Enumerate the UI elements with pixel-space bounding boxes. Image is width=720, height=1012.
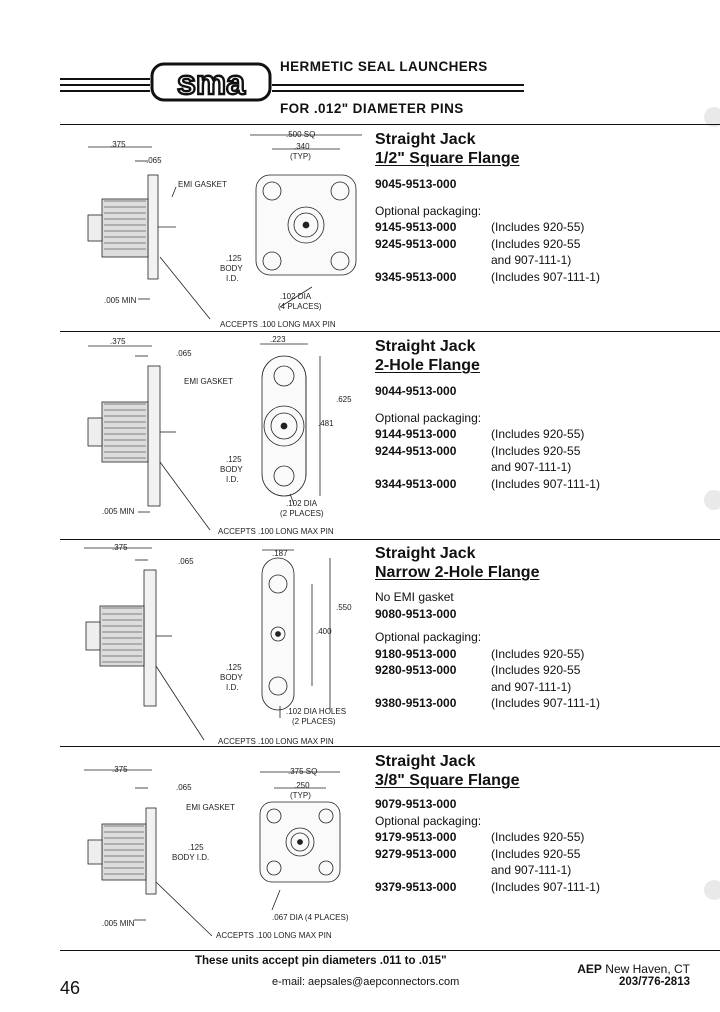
section-2-text <box>375 337 675 492</box>
dim-375: .375 <box>110 140 126 149</box>
section-divider <box>60 331 720 332</box>
min-dim: .005 MIN <box>102 919 135 928</box>
option-note <box>491 662 580 695</box>
dim-065: .065 <box>176 783 192 792</box>
option-note: (Includes 907-111-1) <box>491 879 600 894</box>
option-part: 9279-9513-000 <box>375 846 457 861</box>
header-rule-2 <box>60 84 150 86</box>
body-id-label: I.D. <box>226 475 239 484</box>
square-dim: .500 SQ <box>286 130 316 139</box>
option-note <box>491 443 580 476</box>
drawing-section-2 <box>80 334 372 538</box>
body-id-label: I.D. <box>226 274 239 283</box>
option-note-line: and 907-111-1) <box>491 253 572 267</box>
title-line-1: Straight Jack <box>375 338 476 355</box>
dia-places: (2 PLACES) <box>292 717 336 726</box>
binder-hole-middle <box>704 490 720 510</box>
section-divider <box>60 746 720 747</box>
section-divider <box>60 539 720 540</box>
option-row <box>375 236 675 269</box>
section-4-text <box>375 752 675 895</box>
option-part: 9379-9513-000 <box>375 879 457 894</box>
typ-dim: .340 <box>294 142 310 151</box>
height-dim: .625 <box>336 395 352 404</box>
drawing-section-4 <box>80 750 372 948</box>
option-part: 9179-9513-000 <box>375 830 457 844</box>
title-line-2: 2-Hole Flange <box>375 357 480 374</box>
option-note-line: and 907-111-1) <box>491 460 572 474</box>
part-number: 9080-9513-000 <box>375 606 457 621</box>
option-row <box>375 426 675 443</box>
section-title <box>375 752 675 790</box>
section-3-text <box>375 544 675 712</box>
typ-label: (TYP) <box>290 152 311 161</box>
option-note: (Includes 920-55) <box>491 220 585 234</box>
binder-hole-bottom <box>704 880 720 900</box>
dia-dim: .102 DIA <box>280 292 312 301</box>
option-note-line: and 907-111-1) <box>491 679 572 694</box>
option-note: (Includes 907-111-1) <box>491 696 600 710</box>
title-line-1: Straight Jack <box>375 545 476 562</box>
option-note <box>491 846 580 879</box>
dim-065: .065 <box>146 156 162 165</box>
header-title: HERMETIC SEAL LAUNCHERS <box>280 59 488 74</box>
typ-label: (TYP) <box>290 791 311 800</box>
part-number: 9044-9513-000 <box>375 384 457 398</box>
option-part: 9245-9513-000 <box>375 236 457 251</box>
optional-label: Optional packaging: <box>375 410 482 425</box>
dim-065: .065 <box>176 349 192 358</box>
option-note: (Includes 907-111-1) <box>491 269 600 284</box>
dim-065: .065 <box>178 557 194 566</box>
emi-gasket-label: EMI GASKET <box>178 180 227 189</box>
part-number: 9045-9513-000 <box>375 177 457 191</box>
option-row <box>375 829 675 846</box>
width-dim: .187 <box>272 549 288 558</box>
accepts-note: ACCEPTS .100 LONG MAX PIN <box>216 931 332 940</box>
hole-spacing-dim: .481 <box>318 419 334 428</box>
min-dim: .005 MIN <box>104 296 137 305</box>
section-title <box>375 544 675 582</box>
optional-label: Optional packaging: <box>375 813 482 828</box>
emi-gasket-label: EMI GASKET <box>184 377 233 386</box>
dim-375: .375 <box>112 543 128 552</box>
header-rule-1 <box>60 78 150 80</box>
dim-375: .375 <box>112 765 128 774</box>
option-part: 9280-9513-000 <box>375 663 457 677</box>
option-row <box>375 846 675 879</box>
drawing-section-3 <box>80 542 372 746</box>
footer-rule <box>60 950 720 951</box>
part-number: 9079-9513-000 <box>375 797 457 811</box>
typ-dim: .250 <box>294 781 310 790</box>
option-part: 9345-9513-000 <box>375 269 457 284</box>
option-note: (Includes 907-111-1) <box>491 476 600 491</box>
body-label: BODY <box>220 264 243 273</box>
dia-dim: .102 DIA <box>286 499 318 508</box>
option-row <box>375 443 675 476</box>
option-part: 9344-9513-000 <box>375 476 457 491</box>
option-note-line: (Includes 920-55 <box>491 443 581 458</box>
no-gasket-note: No EMI gasket <box>375 590 454 604</box>
footer-address <box>560 962 690 988</box>
section-title <box>375 337 675 375</box>
body-dim: .125 <box>226 254 242 263</box>
header-rule-4 <box>272 84 524 86</box>
option-row <box>375 219 675 236</box>
emi-gasket-label: EMI GASKET <box>186 803 235 812</box>
min-dim: .005 MIN <box>102 507 135 516</box>
option-note-line: and 907-111-1) <box>491 863 572 877</box>
option-note: (Includes 920-55) <box>491 427 585 441</box>
page-number: 46 <box>60 978 81 998</box>
accepts-note: ACCEPTS .100 LONG MAX PIN <box>218 737 334 746</box>
dia-dim: .102 DIA HOLES <box>286 707 347 716</box>
body-dim: .125 <box>226 663 242 672</box>
footer-email: e-mail: aepsales@aepconnectors.com <box>272 976 460 988</box>
header-rule-5 <box>272 90 524 92</box>
title-line-2: 1/2" Square Flange <box>375 150 520 167</box>
company-name: AEP <box>577 962 602 976</box>
dim-375: .375 <box>110 337 126 346</box>
optional-label: Optional packaging: <box>375 630 482 644</box>
accepts-note: ACCEPTS .100 LONG MAX PIN <box>218 527 334 536</box>
dia-dim: .067 DIA (4 PLACES) <box>272 913 349 922</box>
company-phone: 203/776-2813 <box>619 976 690 988</box>
sma-logo <box>150 58 272 106</box>
option-row <box>375 695 675 712</box>
body-label: BODY <box>220 465 243 474</box>
title-line-2: 3/8" Square Flange <box>375 772 520 789</box>
option-note-line: (Includes 920-55 <box>491 846 581 861</box>
option-part: 9145-9513-000 <box>375 220 457 234</box>
sma-logo-text: sma <box>176 64 246 102</box>
section-1-text <box>375 130 675 285</box>
header-subtitle: FOR .012" DIAMETER PINS <box>280 101 464 116</box>
option-part: 9380-9513-000 <box>375 696 457 710</box>
option-note <box>491 236 580 269</box>
option-row <box>375 879 675 896</box>
header-rule-3 <box>60 90 150 92</box>
height-dim: .550 <box>336 603 352 612</box>
optional-label: Optional packaging: <box>375 203 482 218</box>
section-title <box>375 130 675 168</box>
option-note-line: (Includes 920-55 <box>491 236 581 251</box>
option-row <box>375 269 675 286</box>
option-part: 9244-9513-000 <box>375 443 457 458</box>
body-label: BODY <box>220 673 243 682</box>
option-row <box>375 662 675 695</box>
square-dim: .375 SQ <box>288 767 318 776</box>
option-row <box>375 476 675 493</box>
company-city: New Haven, CT <box>605 962 690 976</box>
body-dim: .125 <box>188 843 204 852</box>
dia-places: (4 PLACES) <box>278 302 322 311</box>
dia-places: (2 PLACES) <box>280 509 324 518</box>
accepts-note: ACCEPTS .100 LONG MAX PIN <box>220 320 336 329</box>
section-divider <box>60 124 720 125</box>
body-id-label: I.D. <box>226 683 239 692</box>
body-dim: .125 <box>226 455 242 464</box>
option-note: (Includes 920-55) <box>491 830 585 844</box>
option-note-line: (Includes 920-55 <box>491 663 581 677</box>
hole-spacing-dim: .400 <box>316 627 332 636</box>
option-row <box>375 646 675 663</box>
option-part: 9180-9513-000 <box>375 646 457 661</box>
body-id-label: BODY I.D. <box>172 853 210 862</box>
option-part: 9144-9513-000 <box>375 427 457 441</box>
drawing-section-1 <box>80 127 372 331</box>
width-dim: .223 <box>270 335 286 344</box>
footer-pin-note: These units accept pin diameters .011 to .015" <box>195 955 447 967</box>
title-line-1: Straight Jack <box>375 131 476 148</box>
title-line-1: Straight Jack <box>375 753 476 770</box>
title-line-2: Narrow 2-Hole Flange <box>375 564 540 581</box>
option-note: (Includes 920-55) <box>491 646 585 661</box>
